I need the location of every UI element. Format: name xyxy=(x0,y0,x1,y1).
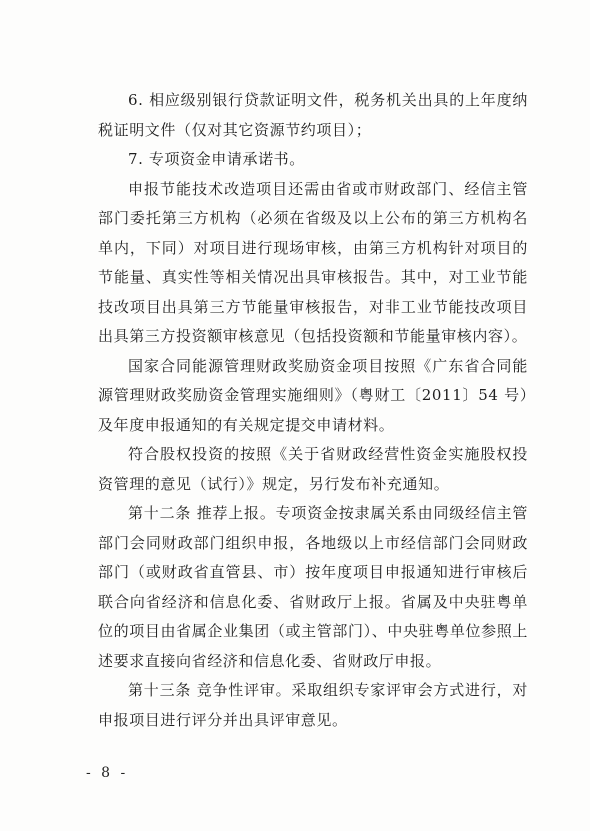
paragraph-energy-contract-reward: 国家合同能源管理财政奖励资金项目按照《广东省合同能源管理财政奖励资金管理实施细则》（粤财工〔2011〕54 号）及年度申报通知的有关规定提交申请材料。 xyxy=(98,356,528,434)
paragraph-item-7-commitment-letter: 7. 专项资金申请承诺书。 xyxy=(128,150,305,168)
page-number: - 8 - xyxy=(86,765,129,781)
paragraph-third-party-audit: 申报节能技术改造项目还需由省或市财政部门、经信主管部门委托第三方机构（必须在省级及以上公布的第三方机构名单内，下同）对项目进行现场审核，由第三方机构针对项目的节能量、真实性等相关情况出具审核报告。其中，对工业节能技改项目出具第三方节能量审核报告，对非工业节能技改项目出具第三方投资额审核意见（包括投资额和节能量审核内容）。 xyxy=(98,179,528,345)
document-body xyxy=(98,86,528,735)
paragraph-equity-investment: 符合股权投资的按照《关于省财政经营性资金实施股权投资管理的意见（试行）》规定，另行发布补充通知。 xyxy=(98,445,528,493)
paragraph-item-6-bank-loan-tax-certificate: 6. 相应级别银行贷款证明文件，税务机关出具的上年度纳税证明文件（仅对其它资源节约项目）； xyxy=(98,91,528,139)
paragraph-article-13-review: 第十三条 竞争性评审。采取组织专家评审会方式进行，对申报项目进行评分并出具评审意见。 xyxy=(98,681,528,729)
paragraph-article-12-recommendation: 第十二条 推荐上报。专项资金按隶属关系由同级经信主管部门会同财政部门组织申报，各地级以上市经信部门会同财政部门（或财政省直管县、市）按年度项目申报通知进行审核后联合向省经济和信息化委、省财政厅上报。省属及中央驻粤单位的项目由省属企业集团（或主管部门）、中央驻粤单位参照上述要求直接向省经济和信息化委、省财政厅申报。 xyxy=(98,504,528,670)
